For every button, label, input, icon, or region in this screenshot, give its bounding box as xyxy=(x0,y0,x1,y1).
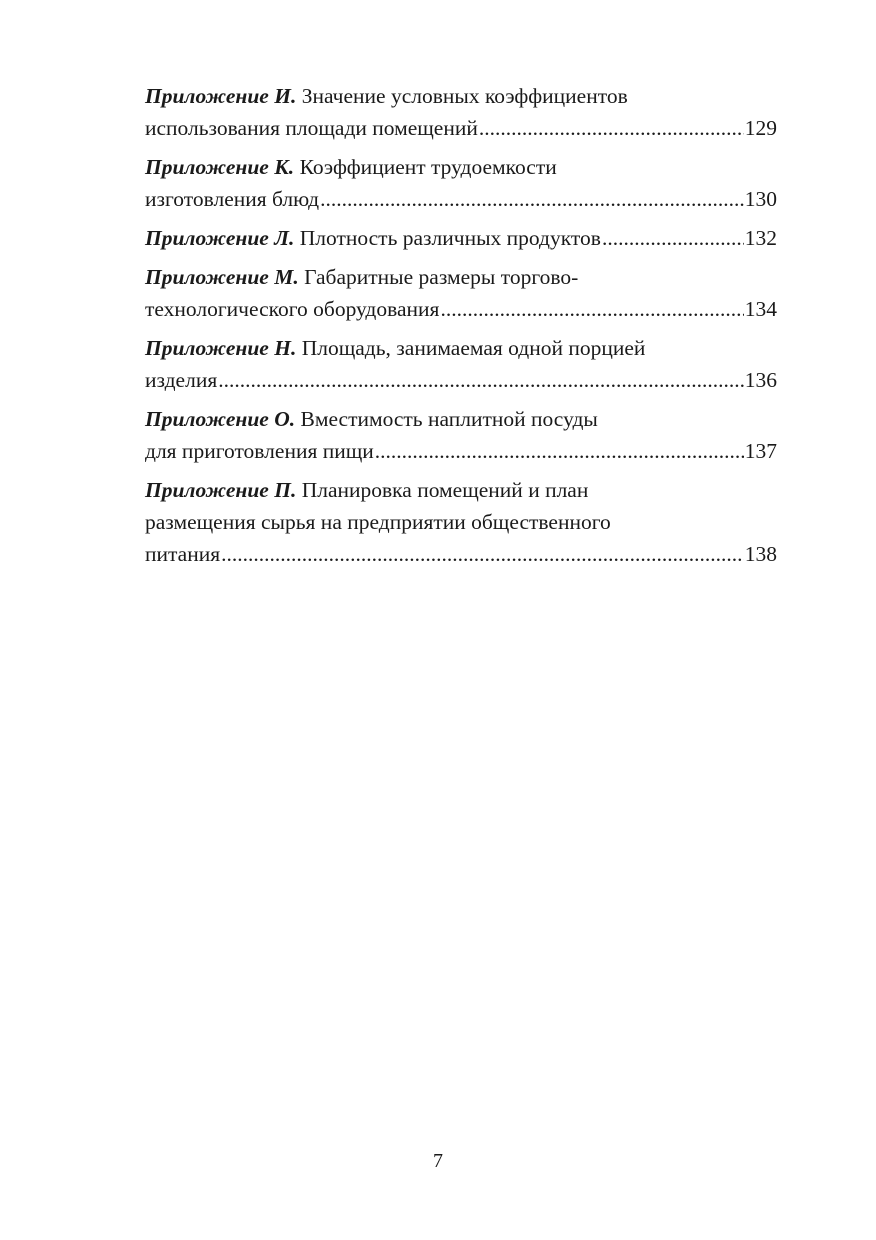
page-ref: 137 xyxy=(744,439,777,463)
dot-leader xyxy=(602,222,744,254)
dot-leader xyxy=(479,112,744,144)
entry-title: Площадь, занимаемая одной порцией xyxy=(301,336,646,360)
appendix-label: Приложение И. xyxy=(145,84,297,108)
table-of-contents xyxy=(145,80,777,577)
appendix-label: Приложение М. xyxy=(145,265,299,289)
appendix-label: Приложение К. xyxy=(145,155,295,179)
entry-title: изготовления блюд xyxy=(145,187,320,211)
entry-title: Габаритные размеры торгово- xyxy=(304,265,579,289)
toc-entry-first-line xyxy=(145,261,777,293)
toc-entry-first-line xyxy=(145,403,777,435)
toc-entry-first-line xyxy=(145,474,777,506)
dot-leader xyxy=(218,364,744,396)
page-ref: 129 xyxy=(744,116,777,140)
entry-title: Значение условных коэффициентов xyxy=(301,84,628,108)
entry-title: для приготовления пищи xyxy=(145,439,374,463)
entry-title: технологического оборудования xyxy=(145,297,440,321)
entry-title: изделия xyxy=(145,368,218,392)
toc-entry-last-line xyxy=(145,435,777,467)
page-ref: 130 xyxy=(744,187,777,211)
page-ref: 136 xyxy=(744,368,777,392)
appendix-label: Приложение Л. xyxy=(145,226,295,250)
page-ref: 134 xyxy=(744,297,777,321)
toc-entry-last-line xyxy=(145,364,777,396)
toc-entry-first-line xyxy=(145,332,777,364)
entry-title: Вместимость наплитной посуды xyxy=(300,407,598,431)
dot-leader xyxy=(320,183,744,215)
toc-entry-last-line xyxy=(145,112,777,144)
toc-entry[interactable] xyxy=(145,261,777,325)
toc-entry-middle-line xyxy=(145,506,777,538)
entry-title: Планировка помещений и план xyxy=(301,478,589,502)
appendix-label: Приложение Н. xyxy=(145,336,297,360)
toc-entry[interactable] xyxy=(145,80,777,144)
entry-title: использования площади помещений xyxy=(145,116,478,140)
toc-entry[interactable] xyxy=(145,403,777,467)
toc-entry[interactable] xyxy=(145,222,777,254)
entry-title: Плотность различных продуктов xyxy=(299,226,601,250)
page-ref: 132 xyxy=(744,226,777,250)
toc-entry-last-line xyxy=(145,222,777,254)
appendix-label: Приложение П. xyxy=(145,478,297,502)
toc-entry-first-line xyxy=(145,80,777,112)
entry-title: питания xyxy=(145,542,221,566)
toc-entry-last-line xyxy=(145,293,777,325)
entry-title: размещения сырья на предприятии общественного xyxy=(145,510,611,534)
page-ref: 138 xyxy=(744,542,777,566)
toc-entry-first-line xyxy=(145,151,777,183)
toc-entry[interactable] xyxy=(145,151,777,215)
toc-entry-last-line xyxy=(145,183,777,215)
dot-leader xyxy=(375,435,744,467)
toc-entry[interactable] xyxy=(145,332,777,396)
page-number: 7 xyxy=(433,1150,443,1172)
appendix-label: Приложение О. xyxy=(145,407,296,431)
entry-title: Коэффициент трудоемкости xyxy=(299,155,557,179)
dot-leader xyxy=(440,293,743,325)
toc-entry-last-line xyxy=(145,538,777,570)
entry-first-segment xyxy=(145,222,601,254)
dot-leader xyxy=(221,538,744,570)
toc-entry[interactable] xyxy=(145,474,777,570)
